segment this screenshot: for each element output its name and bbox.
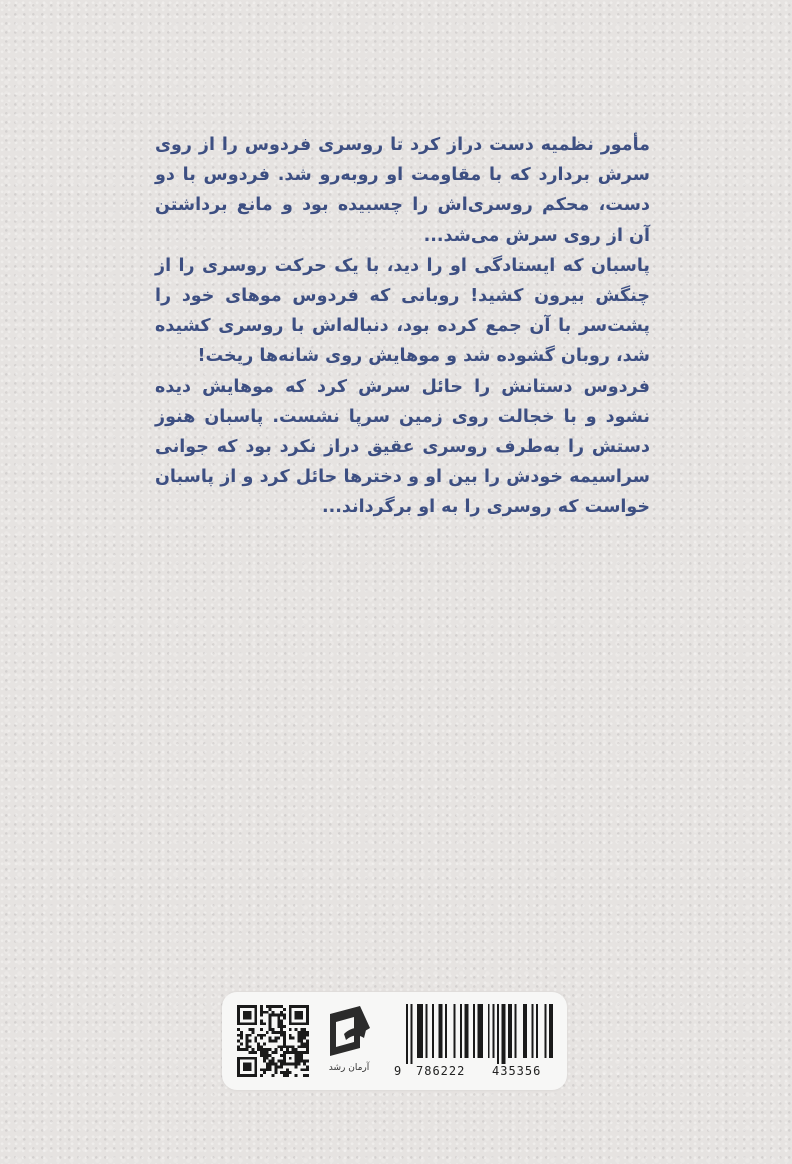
publisher-name: آرمان رشد [328, 1063, 370, 1073]
qr-code-icon [237, 1005, 309, 1077]
back-cover-text [155, 130, 650, 523]
paragraph-2: پاسبان که ایستادگی او را دید، با یک حرکت روسری را از چنگش بیرون کشید! روبانی که فردوس موهای خود را پشت‌سر با آن جمع کرده بود، دنباله‌اش با روسری کشیده شد، روبان گشوده شد و موهایش روی شانه‌ها ریخت! [155, 255, 650, 367]
paragraph-3: فردوس دستانش را حائل سرش کرد که موهایش دیده نشود و با خجالت روی زمین سرپا نشست. پاسبان هنوز دستش را به‌طرف روسری عقیق دراز نکرد بود که جوانی سراسیمه خودش را بین او و دخترها حائل کرد و از پاسبان خواست که روسری را به او برگرداند... [155, 376, 650, 518]
barcode-left-group: 786222 [416, 1064, 466, 1078]
barcode-right-group: 435356 [492, 1064, 542, 1078]
armane-roshd-logo-icon [324, 1004, 374, 1062]
paragraph-1: مأمور نظمیه دست دراز کرد تا روسری فردوس را از روی سرش بردارد که با مقاومت او روبه‌رو شد. فردوس با دو دست، محکم روسری‌اش را چسبیده بود و مانع برداشتن آن از روی سرش می‌شد... [155, 135, 650, 246]
barcode-digits [392, 1064, 554, 1080]
isbn-barcode [392, 1002, 554, 1082]
barcode-lead-digit: 9 [394, 1064, 402, 1078]
publisher-logo [320, 1002, 378, 1082]
publisher-info-box [222, 992, 567, 1090]
